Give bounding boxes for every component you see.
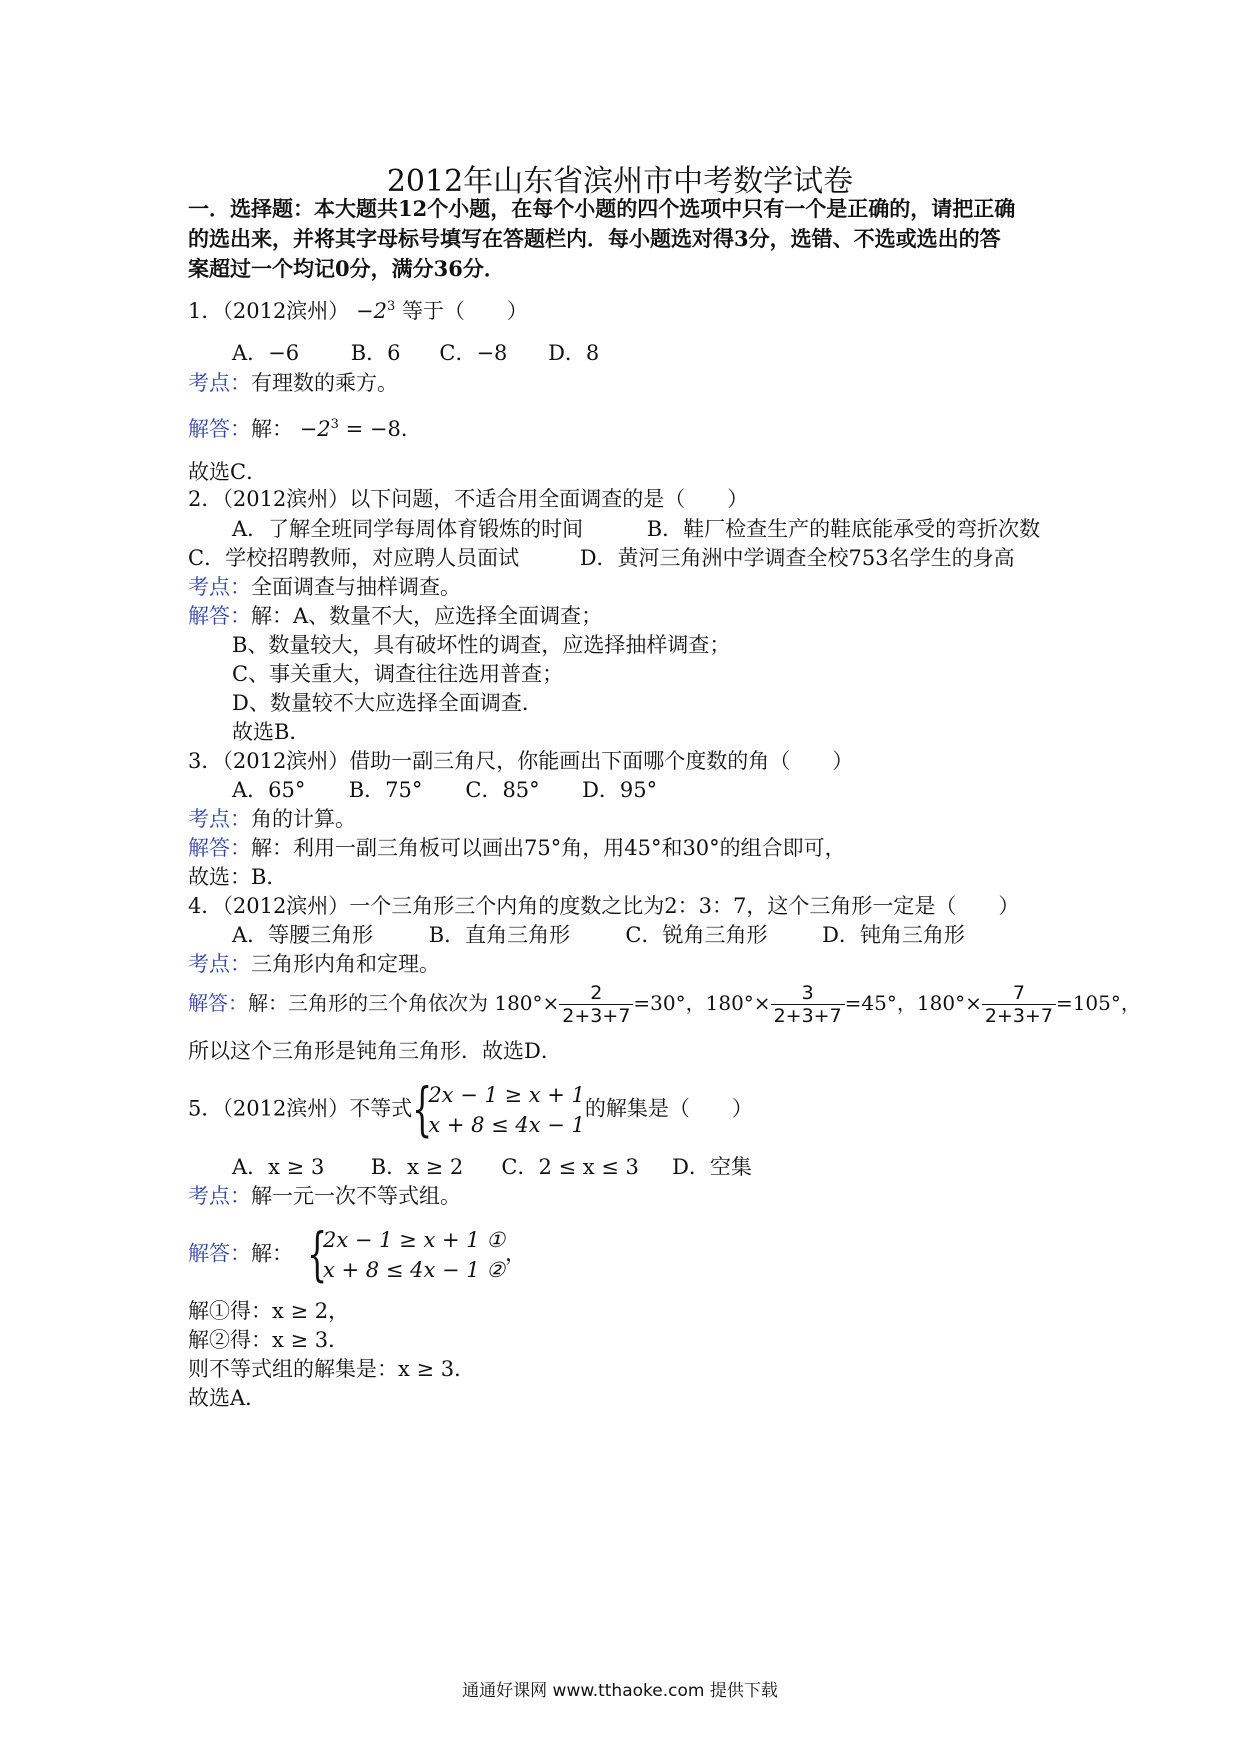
q4-kaodian-text: 三角形内角和定理。 bbox=[251, 952, 440, 976]
q4-kaodian bbox=[188, 951, 440, 977]
q1-jieda-rest: = −8． bbox=[338, 417, 422, 441]
jieda-label: 解答： bbox=[188, 991, 248, 1015]
q2-options-row-2 bbox=[188, 545, 1015, 571]
q1-stem-prefix: 1．（2012滨州） bbox=[188, 299, 350, 323]
q2-option-c: C．学校招聘教师，对应聘人员面试 bbox=[188, 546, 520, 570]
q4-fraction-3-num: 7 bbox=[1012, 982, 1025, 1004]
q5-option-d: D．空集 bbox=[672, 1155, 752, 1179]
q5-options bbox=[232, 1154, 752, 1180]
q3-option-c: C．85° bbox=[465, 778, 540, 802]
q2-jieda-line-1: 解：A、数量不大，应选择全面调查； bbox=[251, 604, 603, 628]
q4-term-3-post: =105°， bbox=[1055, 991, 1141, 1015]
q3-option-a: A．65° bbox=[232, 778, 306, 802]
q1-kaodian bbox=[188, 370, 398, 396]
q4-option-d: D．钝角三角形 bbox=[822, 923, 965, 947]
q3-kaodian bbox=[188, 806, 356, 832]
q5-stem bbox=[188, 1075, 753, 1143]
q4-fraction-3 bbox=[982, 982, 1056, 1027]
q3-jieda-text: 解：利用一副三角板可以画出75°角，用45°和30°的组合即可， bbox=[251, 836, 846, 860]
jieda-label: 解答： bbox=[188, 417, 251, 441]
q4-jieda-prefix: 解：三角形的三个角依次为 bbox=[248, 991, 488, 1015]
q4-jieda bbox=[188, 982, 1141, 1027]
q3-options bbox=[232, 777, 657, 803]
q2-jieda-line-2: B、数量较大，具有破坏性的调查，应选择抽样调查； bbox=[232, 633, 731, 657]
q2-jieda-line-5: 故选B． bbox=[232, 720, 311, 744]
q1-options bbox=[232, 340, 599, 366]
q2-jieda-line-3: C、事关重大，调查往往选用普查； bbox=[232, 662, 564, 686]
q5-kaodian-text: 解一元一次不等式组。 bbox=[251, 1184, 461, 1208]
q2-stem: 2．（2012滨州）以下问题，不适合用全面调查的是（ ） bbox=[188, 487, 749, 511]
q1-jieda-exp: 3 bbox=[330, 417, 339, 432]
q3-jieda bbox=[188, 835, 846, 861]
kaodian-label: 考点： bbox=[188, 371, 251, 395]
q4-term-1-pre: 180°× bbox=[494, 991, 560, 1015]
q4-fraction-2-den: 2+3+7 bbox=[771, 1004, 845, 1027]
q5-option-b: B．x ≥ 2 bbox=[370, 1155, 464, 1179]
q5-option-c: C．2 ≤ x ≤ 3 bbox=[501, 1155, 639, 1179]
q5-option-a: A．x ≥ 3 bbox=[232, 1155, 325, 1179]
q5-system-row-1: 2x − 1 ≥ x + 1 bbox=[428, 1083, 585, 1107]
kaodian-label: 考点： bbox=[188, 807, 251, 831]
q1-jieda-base: −2 bbox=[299, 417, 331, 441]
q3-kaodian-text: 角的计算。 bbox=[251, 807, 356, 831]
q2-kaodian-text: 全面调查与抽样调查。 bbox=[251, 575, 461, 599]
section-instructions-line-3: 案超过一个均记0分，满分36分． bbox=[188, 256, 505, 281]
kaodian-label: 考点： bbox=[188, 575, 251, 599]
q5-system-row-2: x + 8 ≤ 4x − 1 bbox=[428, 1113, 585, 1137]
section-instructions-line-2: 的选出来，并将其字母标号填写在答题栏内．每小题选对得3分，选错、不选或选出的答 bbox=[188, 226, 1001, 251]
left-brace-icon: { bbox=[307, 1220, 328, 1288]
q5-step-3: 则不等式组的解集是：x ≥ 3． bbox=[188, 1357, 476, 1381]
jieda-label: 解答： bbox=[188, 604, 251, 628]
q4-term-2-post: =45°， bbox=[844, 991, 917, 1015]
q4-options bbox=[232, 922, 965, 948]
q4-option-b: B．直角三角形 bbox=[428, 923, 571, 947]
q3-conclusion: 故选：B． bbox=[188, 865, 288, 889]
q2-kaodian bbox=[188, 574, 461, 600]
q4-fraction-2 bbox=[771, 982, 845, 1027]
q2-jieda bbox=[188, 603, 602, 629]
q4-fraction-1-den: 2+3+7 bbox=[559, 1004, 633, 1027]
q4-term-2-pre: 180°× bbox=[705, 991, 771, 1015]
q2-option-b: B．鞋厂检查生产的鞋底能承受的弯折次数 bbox=[646, 517, 1041, 541]
q5-step-2: 解②得：x ≥ 3． bbox=[188, 1328, 350, 1352]
q1-stem bbox=[188, 298, 528, 324]
q5-solution-row-2: x + 8 ≤ 4x − 1 ② bbox=[323, 1258, 506, 1282]
q1-jieda-prefix: 解： bbox=[251, 417, 293, 441]
q5-jieda-prefix: 解： bbox=[251, 1241, 293, 1266]
q5-jieda bbox=[188, 1220, 527, 1288]
q5-conclusion: 故选A． bbox=[188, 1386, 267, 1410]
q5-solution-suffix: ， bbox=[505, 1241, 527, 1266]
q1-kaodian-text: 有理数的乘方。 bbox=[251, 371, 398, 395]
q3-option-b: B．75° bbox=[348, 778, 423, 802]
q4-term-3-pre: 180°× bbox=[916, 991, 982, 1015]
q1-conclusion: 故选C． bbox=[188, 460, 268, 484]
q2-option-a: A．了解全班同学每周体育锻炼的时间 bbox=[232, 517, 584, 541]
page-footer: 通通好课网 www.tthaoke.com 提供下载 bbox=[462, 1681, 778, 1701]
q4-stem: 4．（2012滨州）一个三角形三个内角的度数之比为2：3：7，这个三角形一定是（ ） bbox=[188, 894, 1020, 918]
q1-option-b: B．6 bbox=[350, 341, 401, 365]
q2-jieda-line-4: D、数量较不大应选择全面调查． bbox=[232, 691, 543, 715]
q1-option-d: D．8 bbox=[548, 341, 600, 365]
q4-fraction-1-num: 2 bbox=[590, 982, 603, 1004]
q4-term-1-post: =30°， bbox=[633, 991, 706, 1015]
q5-solution-system bbox=[307, 1220, 506, 1288]
q4-option-c: C．锐角三角形 bbox=[625, 923, 768, 947]
kaodian-label: 考点： bbox=[188, 952, 251, 976]
section-instructions-line-1: 一．选择题：本大题共12个小题，在每个小题的四个选项中只有一个是正确的，请把正确 bbox=[188, 196, 1016, 221]
q3-stem: 3．（2012滨州）借助一副三角尺，你能画出下面哪个度数的角（ ） bbox=[188, 749, 854, 773]
q5-stem-prefix: 5．（2012滨州）不等式 bbox=[188, 1096, 413, 1121]
q4-option-a: A．等腰三角形 bbox=[232, 923, 374, 947]
q5-step-1: 解①得：x ≥ 2， bbox=[188, 1299, 350, 1323]
left-brace-icon: { bbox=[412, 1075, 433, 1143]
q4-conclusion: 所以这个三角形是钝角三角形．故选D． bbox=[188, 1039, 562, 1063]
q5-solution-row-1: 2x − 1 ≥ x + 1 ① bbox=[323, 1228, 506, 1252]
q1-option-a: A．−6 bbox=[232, 341, 300, 365]
q1-jieda bbox=[188, 416, 422, 442]
q4-fraction-1 bbox=[559, 982, 633, 1027]
q1-stem-suffix: 等于（ ） bbox=[401, 299, 528, 323]
q1-expr-exp: 3 bbox=[386, 299, 396, 314]
kaodian-label: 考点： bbox=[188, 1184, 251, 1208]
q3-option-d: D．95° bbox=[582, 778, 658, 802]
q1-option-c: C．−8 bbox=[439, 341, 508, 365]
q5-stem-suffix: 的解集是（ ） bbox=[584, 1096, 753, 1121]
q1-expr-base: −2 bbox=[356, 299, 387, 323]
jieda-label: 解答： bbox=[188, 836, 251, 860]
q4-fraction-3-den: 2+3+7 bbox=[982, 1004, 1056, 1027]
jieda-label: 解答： bbox=[188, 1241, 251, 1266]
q5-inequality-system bbox=[412, 1075, 585, 1143]
page-title: 2012年山东省滨州市中考数学试卷 bbox=[386, 164, 854, 199]
q2-options-row-1 bbox=[232, 516, 1040, 542]
q5-kaodian bbox=[188, 1183, 461, 1209]
q4-fraction-2-num: 3 bbox=[801, 982, 814, 1004]
q2-option-d: D．黄河三角洲中学调查全校753名学生的身高 bbox=[579, 546, 1015, 570]
